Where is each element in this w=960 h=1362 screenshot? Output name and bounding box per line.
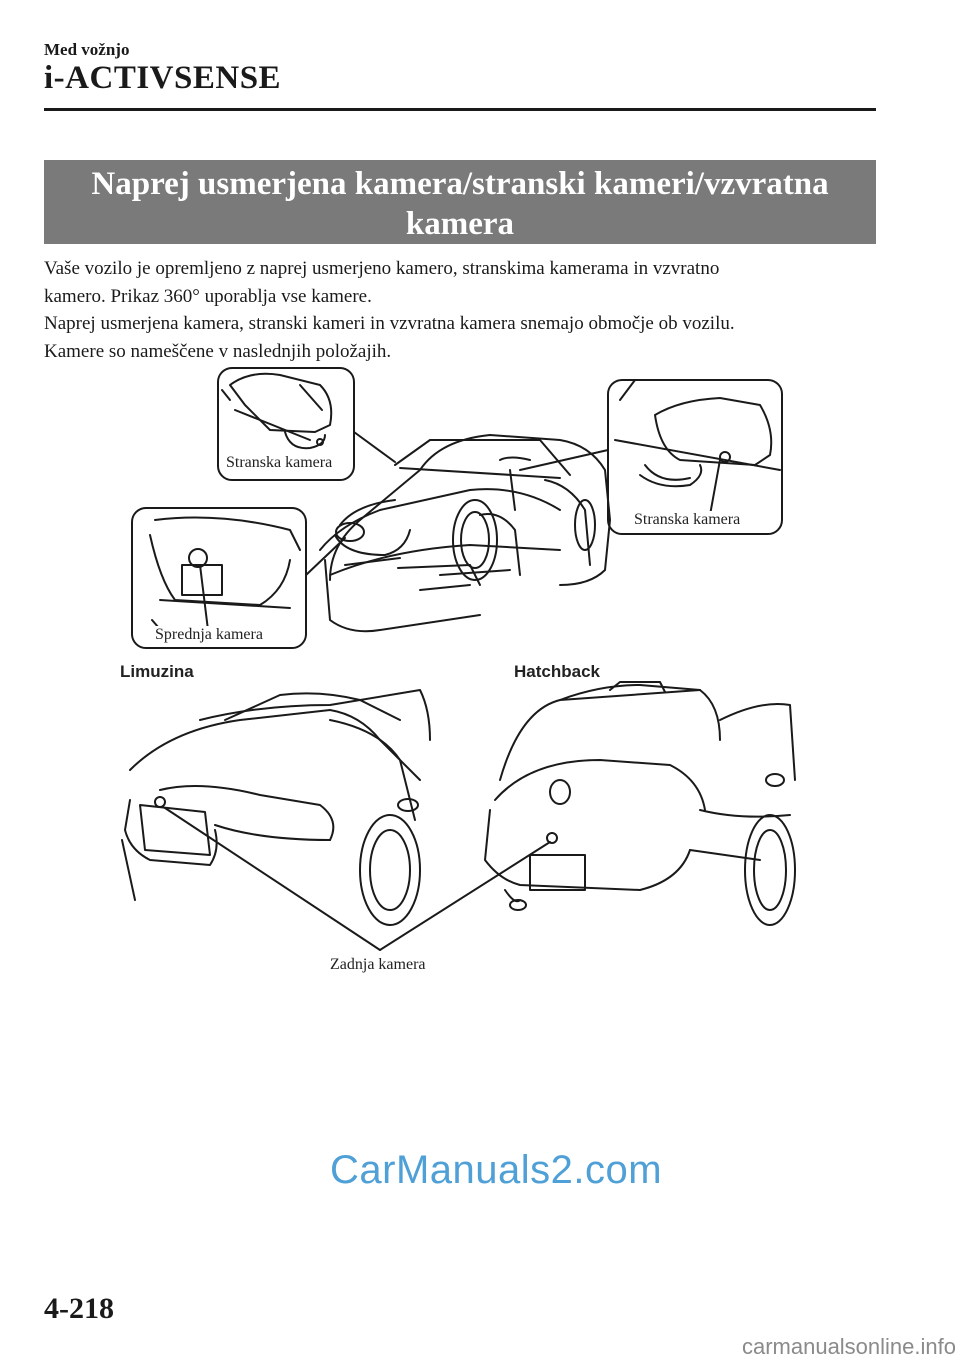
header-section: Med vožnjo: [44, 40, 130, 59]
header-chapter: i-ACTIVSENSE: [44, 60, 282, 96]
watermark: CarManuals2.com: [330, 1148, 663, 1192]
body-line: Kamere so nameščene v naslednjih položajih.: [44, 340, 392, 362]
camera-locations-figure: [0, 360, 960, 990]
header-rule: [44, 108, 876, 111]
label-hatchback: Hatchback: [514, 662, 600, 681]
front-car-drawing: [320, 435, 610, 631]
label-sedan: Limuzina: [120, 662, 194, 681]
footer-url: carmanualsonline.info: [741, 1334, 956, 1359]
hatchback-drawing: [485, 682, 795, 925]
body-line: Vaše vozilo je opremljeno z naprej usmerjeno kamero, stranskima kamerama in vzvratno: [44, 258, 720, 279]
section-title-line-2: kamera: [405, 206, 515, 242]
label-rear-camera: Zadnja kamera: [330, 956, 426, 973]
label-side-camera-left: Stranska kamera: [226, 454, 333, 471]
body-line: kamero. Prikaz 360° uporablja vse kamere.: [44, 285, 372, 307]
section-title-box: [44, 160, 876, 244]
body-line: Naprej usmerjena kamera, stranski kameri in vzvratna kamera snemajo območje ob vozilu.: [44, 313, 735, 334]
sedan-drawing: [122, 690, 430, 925]
body-text: [44, 255, 884, 365]
section-title-line-1: Naprej usmerjena kamera/stranski kameri/vzvratna: [91, 166, 829, 202]
label-side-camera-right: Stranska kamera: [634, 511, 741, 528]
label-front-camera: Sprednja kamera: [155, 626, 263, 643]
page-number: 4-218: [44, 1292, 114, 1325]
